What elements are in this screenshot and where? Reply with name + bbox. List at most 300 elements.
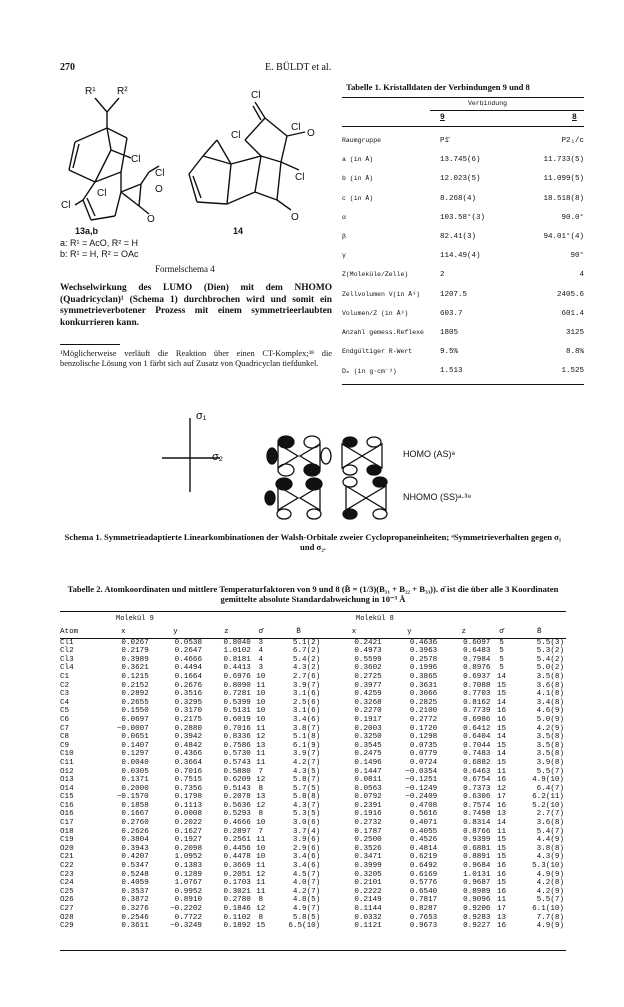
- table-cell: 0.3537: [121, 887, 149, 896]
- table-cell: 5.8(7): [292, 776, 321, 785]
- table1-row-label: Dₘ (in g·cm⁻³): [342, 368, 397, 376]
- table-cell: 15: [256, 922, 266, 931]
- atom-label: O26: [60, 896, 74, 905]
- table2-header-cell: Atom: [60, 628, 98, 638]
- table-cell: 10: [256, 844, 266, 853]
- table-cell: 0.7088: [463, 681, 491, 690]
- table1-row-value-8: 601.4: [561, 309, 584, 318]
- table-cell: 0.9227: [463, 922, 491, 931]
- table-cell: 0.1144: [354, 905, 382, 913]
- table-cell: 0.2647: [174, 647, 202, 656]
- atom-label: Cl3: [60, 655, 74, 664]
- table-cell: 2.5(6): [292, 698, 321, 707]
- table-cell: 0.7984: [463, 655, 491, 664]
- table-cell: 0.1121: [354, 922, 382, 931]
- table-cell: 0.8314: [463, 819, 491, 828]
- table-cell: 12: [256, 733, 266, 742]
- table-cell: 0.5730: [223, 750, 251, 759]
- table-cell: 0.4526: [409, 836, 438, 845]
- table-cell: 0.3021: [223, 887, 251, 896]
- atom-label: C21: [60, 853, 74, 862]
- atom-label: C11: [60, 758, 74, 767]
- table-cell: 0.2725: [354, 672, 382, 681]
- table-cell: 0.3804: [121, 836, 149, 845]
- table-cell: 0.7817: [409, 896, 438, 905]
- table1-row-label: Zellvolumen V(in Å³): [342, 290, 421, 298]
- atom-label: C2: [60, 681, 70, 690]
- table-cell: 0.9283: [463, 913, 491, 922]
- table-cell: 0.1102: [223, 913, 251, 922]
- table-cell: 0.1664: [174, 672, 202, 681]
- table-cell: 4.3(7): [292, 801, 321, 810]
- compound-13-structure: [69, 98, 159, 220]
- table-cell: 0.2626: [121, 827, 149, 836]
- table-cell: 0.7498: [463, 810, 491, 819]
- table-cell: 12: [256, 801, 266, 810]
- table-cell: 4.3(9): [536, 853, 564, 862]
- table-cell: 0.1550: [121, 707, 149, 716]
- table-row: [60, 750, 566, 759]
- table-cell: 0.1916: [354, 810, 382, 819]
- table1-row-value-8: 18.518(8): [543, 194, 584, 203]
- table-cell: 0.4456: [223, 844, 251, 853]
- table-row: [60, 888, 566, 897]
- table-cell: 17: [496, 905, 507, 913]
- table-cell: 0.5776: [409, 879, 438, 888]
- table-cell: 0.3669: [223, 862, 251, 871]
- table-row: [60, 845, 566, 854]
- table-row: [60, 656, 566, 665]
- table-cell: 0.1447: [354, 767, 382, 776]
- table-cell: 4.2(7): [292, 887, 321, 896]
- scheme1-diagram: [160, 408, 490, 528]
- table-row: [60, 896, 566, 905]
- table-cell: 5.1(8): [292, 733, 321, 742]
- table-row: [60, 853, 566, 862]
- atom-label: C9: [60, 741, 70, 750]
- compound-13-label: 13a,b: [75, 226, 99, 236]
- table-cell: 0.1383: [174, 862, 202, 871]
- table-cell: 3.8(8): [536, 844, 564, 853]
- table-cell: 0.6986: [463, 715, 491, 724]
- table-cell: 0.5599: [354, 655, 382, 664]
- table-cell: 0.9687: [463, 879, 491, 888]
- table-cell: 7.7(8): [536, 913, 564, 922]
- table2-header-cell: x: [326, 628, 381, 638]
- table-cell: 0.4413: [223, 664, 251, 673]
- table2-top-rule: [60, 611, 566, 612]
- table-cell: 0.2676: [174, 681, 202, 690]
- cl-label-6: Cl: [231, 130, 241, 141]
- cl-label-7: Cl: [291, 122, 301, 133]
- table-cell: 6.7(2): [292, 647, 321, 656]
- atom-label: C10: [60, 750, 74, 759]
- table-row: [60, 905, 566, 914]
- table2-header-cell: y: [149, 628, 202, 638]
- table-cell: 0.9684: [463, 862, 491, 871]
- table-cell: 0.9096: [463, 896, 491, 905]
- table-cell: 0.0792: [354, 793, 382, 802]
- table-cell: 0.6097: [463, 638, 491, 647]
- table2-header-cell: σ̄: [490, 628, 512, 638]
- table-cell: 6.2(11): [532, 793, 564, 802]
- table-cell: 0.1917: [354, 715, 382, 724]
- atom-label: C1: [60, 672, 70, 681]
- table1-row: [342, 175, 582, 187]
- table-cell: 4.2(9): [536, 724, 564, 733]
- table-cell: 0.3526: [354, 844, 382, 853]
- table-cell: 0.0040: [121, 758, 149, 767]
- table-cell: 13: [496, 913, 507, 922]
- table-cell: 0.1703: [223, 879, 251, 888]
- table-cell: 17: [496, 793, 507, 802]
- table-cell: 0.2222: [354, 887, 382, 896]
- table-cell: 0.3664: [174, 758, 202, 767]
- table-cell: 0.2880: [174, 724, 202, 733]
- table-cell: 4.4(9): [536, 836, 564, 845]
- table-cell: 0.5743: [223, 758, 251, 767]
- table-cell: 4.3(5): [292, 767, 321, 776]
- table-cell: 0.0724: [409, 758, 438, 767]
- table-cell: 0.8162: [463, 698, 491, 707]
- table-cell: 0.8336: [223, 733, 251, 742]
- compound-14-label: 14: [233, 226, 244, 236]
- table-cell: 2.7(6): [292, 672, 321, 681]
- table-cell: 6.5(10): [288, 922, 321, 931]
- table-cell: 0.2179: [121, 647, 149, 656]
- table2: [60, 628, 566, 931]
- r1-label: R¹: [85, 86, 96, 97]
- table1-row-value-8: 1.525: [561, 367, 584, 376]
- table1-row-value-8: P2₁/c: [561, 137, 584, 145]
- table1-row: [342, 195, 582, 207]
- table-cell: 15: [496, 836, 507, 845]
- table-cell: 11: [496, 827, 507, 836]
- table-cell: 0.3977: [354, 681, 382, 690]
- table-cell: −0.1249: [405, 784, 438, 793]
- table2-header-cell: σ̄: [251, 628, 271, 638]
- r2-label: R²: [117, 86, 128, 97]
- table-cell: 0.6404: [463, 733, 491, 742]
- table-cell: 0.5880: [223, 767, 251, 776]
- table-cell: 5: [499, 655, 504, 664]
- table-cell: 0.3621: [121, 664, 149, 673]
- table-cell: 0.8910: [174, 896, 202, 905]
- table1-verbindung-rule: [430, 110, 584, 111]
- table-cell: 3.9(7): [292, 750, 321, 759]
- table-row: [60, 733, 566, 742]
- atom-label: Cl1: [60, 638, 74, 647]
- table-cell: −0.2409: [405, 793, 438, 802]
- table-cell: 8: [258, 810, 264, 819]
- table1-row-value-9: 8.268(4): [440, 194, 477, 203]
- table-cell: 0.3268: [354, 698, 382, 707]
- table-cell: 3.6(8): [536, 681, 564, 690]
- table-cell: 0.4666: [223, 819, 251, 828]
- table-cell: 0.3250: [354, 733, 382, 742]
- table-cell: 0.1371: [121, 776, 149, 785]
- page-number: 270: [60, 62, 75, 73]
- table-cell: 0.2732: [354, 819, 382, 828]
- table-cell: 14: [496, 733, 507, 742]
- table-cell: 0.6483: [463, 647, 491, 656]
- table-cell: 14: [496, 698, 507, 707]
- table1-row-value-9: 1805: [440, 329, 459, 337]
- table-cell: 0.5143: [223, 784, 251, 793]
- table-cell: 3.9(6): [292, 836, 321, 845]
- table1-row-value-9: 9.5%: [440, 348, 459, 357]
- table-cell: 0.3963: [409, 647, 438, 656]
- table-cell: 8: [258, 896, 264, 905]
- table-cell: 1.0131: [463, 870, 491, 879]
- table-row: [60, 673, 566, 682]
- table2-molekuel-8: Molekül 8: [356, 615, 394, 623]
- atom-label: C17: [60, 819, 74, 828]
- footnote-rule: [60, 344, 120, 345]
- table-cell: 0.1496: [354, 758, 382, 767]
- table-cell: 3.5(8): [536, 741, 564, 750]
- table-cell: 5.7(5): [292, 784, 321, 793]
- table-cell: 4: [258, 655, 264, 664]
- table1-row-label: Anzahl gemess.Reflexe: [342, 329, 424, 336]
- table-row: [60, 862, 566, 871]
- table-cell: 0.4059: [121, 879, 149, 888]
- atom-label: C4: [60, 698, 70, 707]
- table-cell: 0.3989: [121, 655, 149, 664]
- cl-label-1: Cl: [131, 154, 141, 165]
- table1-row-value-9: 12.023(5): [440, 175, 481, 184]
- table-cell: 4.6(9): [536, 707, 564, 716]
- table1-row: [342, 367, 582, 379]
- table-cell: 0.1720: [409, 724, 438, 733]
- table-cell: 11: [256, 836, 266, 845]
- atom-label: Cl2: [60, 647, 74, 656]
- table-cell: 10: [256, 853, 266, 862]
- table1-row-value-9: 114.49(4): [440, 252, 481, 261]
- table-cell: 0.3295: [174, 698, 202, 707]
- running-author: E. BÜLDT et al.: [265, 62, 332, 73]
- table-cell: 0.0267: [121, 638, 149, 647]
- table-cell: 0.3276: [121, 905, 149, 913]
- table-cell: 0.6754: [463, 776, 491, 785]
- table-cell: 3.9(8): [536, 758, 564, 767]
- table2-header-cell: B̄: [271, 628, 326, 638]
- table2-bottom-rule: [60, 950, 566, 951]
- table-cell: 5.3(10): [532, 862, 564, 871]
- table1-row-value-9: P1̄: [440, 137, 450, 145]
- table-cell: 3.0(6): [292, 819, 321, 828]
- table1-row: [342, 348, 582, 360]
- table-cell: 0.1407: [121, 741, 149, 750]
- table-cell: 4.9(10): [532, 776, 564, 785]
- footnote: ¹Möglicherweise verläuft die Reaktion über einen CT-Komplex;³⁸ die benzolische Lösung von 1 färbt sich auf Zusatz von Quadricyclan tiefdunkel.: [60, 349, 332, 368]
- table-cell: 0.6219: [409, 853, 438, 862]
- table-cell: 4.3(2): [292, 664, 321, 673]
- table-cell: 0.2391: [354, 801, 382, 810]
- table-cell: 10: [256, 690, 266, 699]
- table-cell: 3.5(8): [536, 672, 564, 681]
- table-cell: −0.3249: [170, 922, 202, 931]
- table-cell: 16: [496, 707, 507, 716]
- formula-scheme-title: Formelschema 4: [155, 264, 215, 274]
- atom-label: C19: [60, 836, 74, 845]
- atom-label: C23: [60, 870, 74, 879]
- table-cell: 16: [496, 922, 507, 931]
- o-label-1: O: [155, 184, 163, 195]
- table-cell: 5.5(7): [536, 767, 564, 776]
- table1-row-label: β: [342, 233, 346, 240]
- table-cell: 0.2772: [409, 715, 438, 724]
- table-cell: 14: [496, 672, 507, 681]
- compound-14-structure: [189, 102, 305, 210]
- table-cell: 0.4636: [409, 638, 438, 647]
- table-cell: 0.7653: [409, 913, 438, 922]
- table1-row: [342, 137, 582, 149]
- table-cell: 0.2098: [174, 844, 202, 853]
- table1-verbindung-header: Verbindung: [468, 100, 508, 107]
- table-cell: 3.4(6): [292, 862, 321, 871]
- table1-row-label: Endgültiger R-Wert: [342, 348, 413, 356]
- atom-label: O13: [60, 776, 74, 785]
- table-cell: 0.2892: [121, 690, 149, 699]
- table-cell: 0.6882: [463, 758, 491, 767]
- table-cell: 0.3602: [354, 664, 382, 673]
- table-cell: 0.9673: [409, 922, 438, 931]
- cl-label-3: Cl: [61, 200, 71, 211]
- cl-label-2: Cl: [155, 168, 165, 179]
- atom-label: C22: [60, 862, 74, 871]
- formula-scheme-4-structures: [55, 80, 315, 230]
- table1-row-label: Volumen/Z (in Å³): [342, 309, 409, 317]
- table-cell: 0.5131: [223, 707, 251, 716]
- table-cell: 0.3872: [121, 896, 149, 905]
- atom-label: O14: [60, 784, 74, 793]
- table1-row: [342, 156, 582, 168]
- table-cell: 11: [496, 767, 507, 776]
- table-cell: 0.2421: [354, 638, 382, 647]
- table-cell: 0.8181: [223, 655, 251, 664]
- table-row: [60, 742, 566, 751]
- table-cell: 3.1(6): [292, 707, 321, 716]
- table1-row-value-9: 13.745(6): [440, 156, 481, 165]
- table1-row: [342, 271, 582, 283]
- table2-header-cell: z: [437, 628, 490, 638]
- table-cell: 0.0697: [121, 715, 149, 724]
- table-cell: 0.7281: [223, 690, 251, 699]
- table-cell: 0.1289: [174, 870, 202, 879]
- table-cell: 3: [258, 664, 264, 673]
- table-cell: 11: [256, 681, 266, 690]
- table-cell: 0.2780: [223, 896, 251, 905]
- legend-b: b: R¹ = H, R² = OAc: [60, 249, 139, 259]
- table-cell: 5.8(8): [292, 793, 321, 802]
- table1-row-value-9: 82.41(3): [440, 233, 477, 241]
- table-cell: 5.4(2): [536, 655, 564, 664]
- table-cell: 5: [499, 647, 504, 656]
- table-cell: 12: [496, 784, 507, 793]
- table-cell: 3.8(7): [292, 724, 321, 733]
- table-cell: 11: [256, 879, 266, 888]
- table-cell: 3.5(8): [536, 750, 564, 759]
- table2-header-cell: y: [382, 628, 437, 638]
- table-cell: −0.1251: [405, 776, 438, 785]
- table-cell: 0.2270: [354, 707, 382, 716]
- table-cell: 0.8766: [463, 827, 491, 836]
- table-cell: 0.4666: [174, 655, 202, 664]
- table1-row-label: c (in Å): [342, 194, 374, 202]
- table-row: [60, 664, 566, 673]
- table-cell: 16: [496, 715, 507, 724]
- table-cell: 0.6412: [463, 724, 491, 733]
- table-cell: 0.7703: [463, 690, 491, 699]
- table1-row-label: α: [342, 213, 346, 221]
- table-cell: 6.4(7): [536, 784, 564, 793]
- table-cell: 1.0952: [174, 853, 202, 862]
- table-cell: 10: [256, 698, 266, 707]
- table-cell: 5.2(10): [532, 801, 564, 810]
- table-cell: 0.1798: [174, 793, 202, 802]
- table-cell: 3.9(7): [292, 681, 321, 690]
- atom-label: C6: [60, 715, 70, 724]
- table-row: [60, 793, 566, 802]
- table-cell: 11: [256, 758, 266, 767]
- atom-label: C27: [60, 905, 74, 913]
- table-cell: 0.1627: [174, 827, 202, 836]
- table-cell: 0.3943: [121, 844, 149, 853]
- table1-row-value-8: 11.733(5): [543, 156, 584, 165]
- atom-label: C7: [60, 724, 70, 733]
- table1-row-value-8: 3125: [565, 329, 584, 337]
- table1-row-label: Raumgruppe: [342, 137, 382, 144]
- table-cell: 4.9(9): [536, 870, 564, 879]
- table-cell: 5.5(3): [536, 638, 564, 647]
- cl-label-5: Cl: [251, 90, 261, 101]
- table-cell: 4.9(7): [292, 905, 321, 913]
- table2-molekuel-9: Molekül 9: [116, 615, 154, 623]
- table-cell: 0.3631: [409, 681, 438, 690]
- table-cell: 5.3(2): [536, 647, 564, 656]
- table-cell: 10: [256, 819, 266, 828]
- table-row: [60, 707, 566, 716]
- table-cell: 15: [496, 758, 507, 767]
- table-cell: 0.4494: [174, 664, 202, 673]
- table-cell: 0.7515: [174, 776, 202, 785]
- table-cell: 0.5636: [223, 801, 251, 810]
- table1-row-value-9: 2: [440, 271, 445, 280]
- table-cell: 0.2022: [174, 819, 202, 828]
- table-cell: 1.0102: [223, 647, 251, 656]
- table-cell: 0.6976: [223, 672, 251, 681]
- atom-label: C29: [60, 922, 74, 931]
- table-cell: 12: [256, 870, 266, 879]
- table-cell: 0.4973: [354, 647, 382, 656]
- table-cell: 0.6209: [223, 776, 251, 785]
- table-cell: 8: [258, 913, 264, 922]
- table-cell: 3.5(8): [536, 733, 564, 742]
- table-row: [60, 716, 566, 725]
- table1-row-value-9: 103.58°(3): [440, 213, 486, 222]
- table-cell: 0.4842: [174, 741, 202, 750]
- table-cell: 0.2897: [223, 827, 251, 836]
- table-cell: 6.1(10): [532, 905, 564, 913]
- table-cell: 0.3516: [174, 690, 202, 699]
- table-cell: 6.1(9): [292, 741, 321, 750]
- table-cell: 2.7(7): [536, 810, 564, 819]
- table-cell: 0.1858: [121, 801, 149, 810]
- table-cell: 0.2561: [223, 836, 251, 845]
- table1-col-9: 9: [440, 113, 445, 122]
- table-cell: 0.3545: [354, 741, 382, 750]
